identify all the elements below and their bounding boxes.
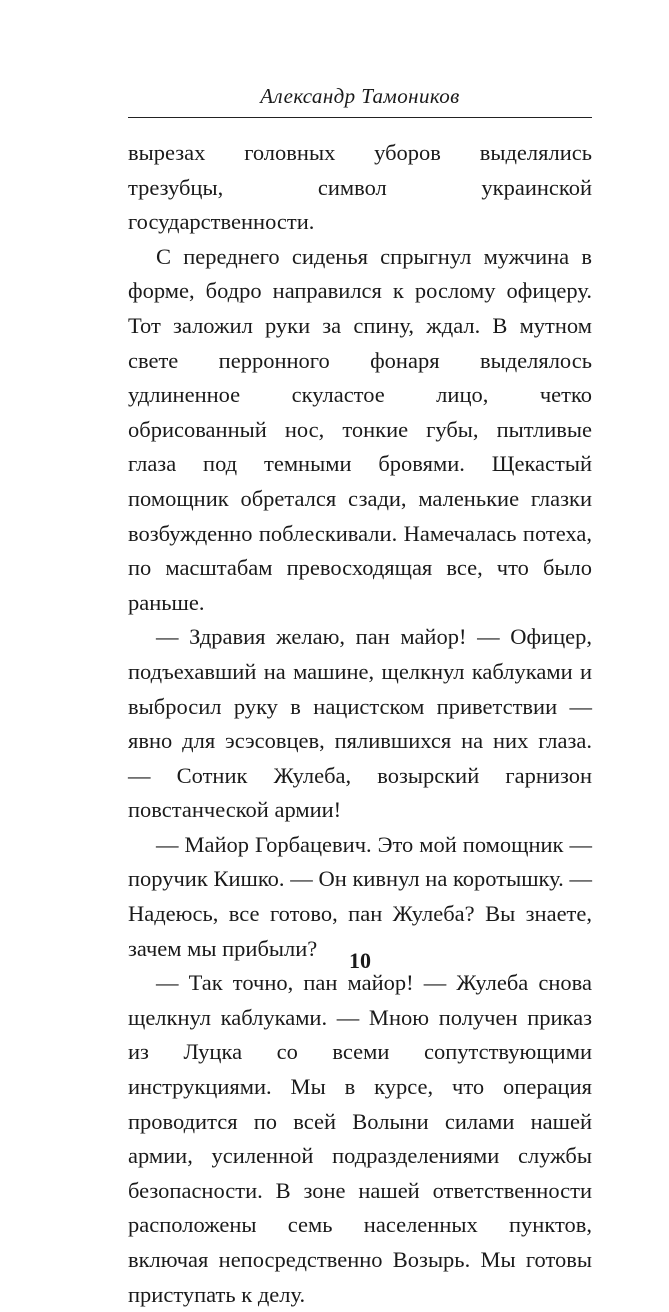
header-rule <box>128 117 592 118</box>
paragraph: вырезах головных уборов выделялись трезубцы, символ украинской государственности. <box>128 140 592 235</box>
paragraph: — Здравия желаю, пан майор! — Офицер, подъехавший на машине, щелкнул каблуками и выбросил руку в нацистском приветствии — явно для эсэсовцев, пялившихся на них глаза. — Сотник Жулеба, возырский гарнизон повстанческой армии! <box>128 624 592 823</box>
body-text <box>128 136 592 1312</box>
paragraph: — Так точно, пан майор! — Жулеба снова щелкнул каблуками. — Мною получен приказ из Луцка со всеми сопутствующими инструкциями. Мы в курсе, что операция проводится по всей Волыни силами нашей армии, усиленной подразделениями службы безопасности. В зоне нашей ответственности расположены семь населенных пунктов, включая непосредственно Возырь. Мы готовы приступать к делу. <box>128 970 592 1307</box>
running-head: Александр Тамоников <box>260 84 460 108</box>
paragraph: С переднего сиденья спрыгнул мужчина в форме, бодро направился к рослому офицеру. Тот заложил руки за спину, ждал. В мутном свете перронного фонаря выделялось удлиненное скуластое лицо, четко обрисованный нос, тонкие губы, пытливые глаза под темными бровями. Щекастый помощник обретался сзади, маленькие глазки возбужденно поблескивали. Намечалась потеха, по масштабам превосходящая все, что было раньше. <box>128 243 592 615</box>
paragraph: — Майор Горбацевич. Это мой помощник — поручик Кишко. — Он кивнул на коротышку. — Надеюсь, все готово, пан Жулеба? Вы знаете, зачем мы прибыли? <box>128 831 592 961</box>
page-number: 10 <box>349 948 371 973</box>
